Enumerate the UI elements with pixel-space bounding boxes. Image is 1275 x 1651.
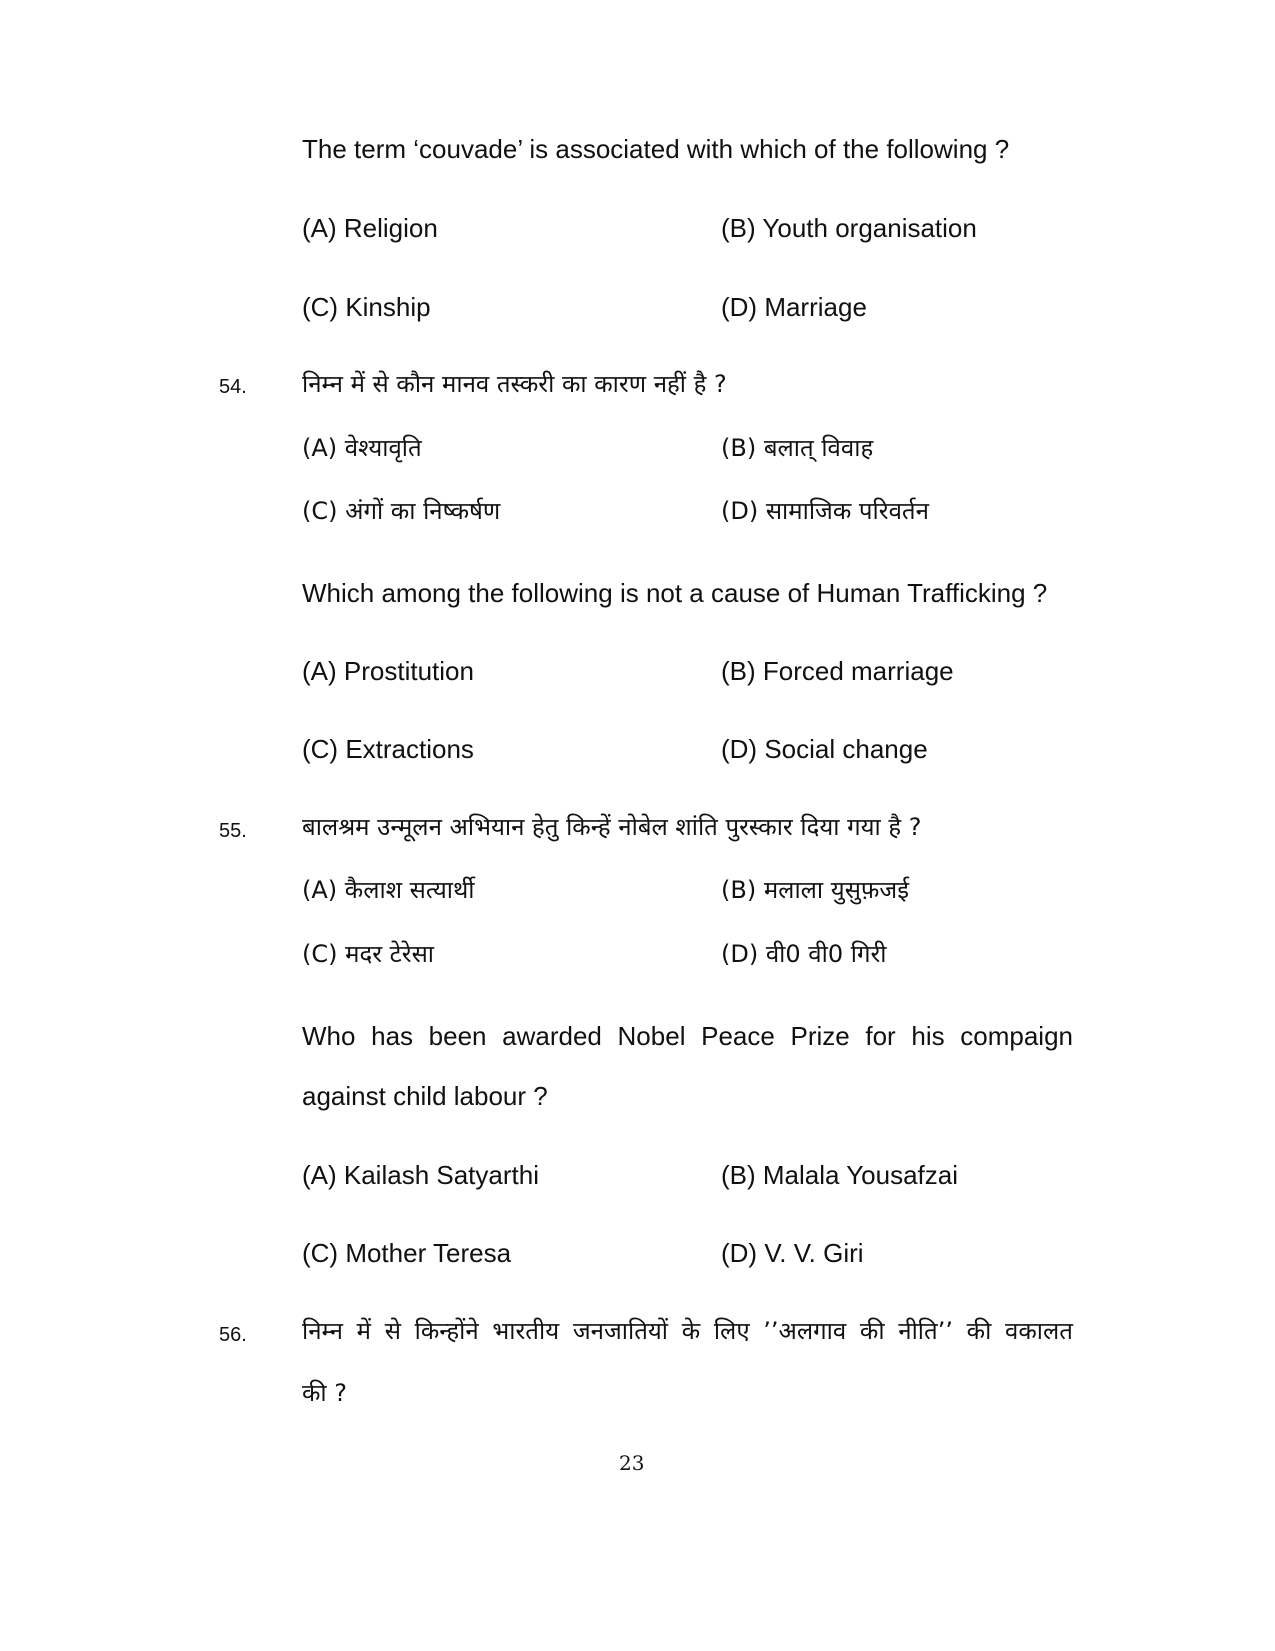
q55-hindi-option-b: (B) मलाला युसुफ़जई [721,876,910,904]
q53-option-b: (B) Youth organisation [721,213,977,243]
word: Peace [701,1021,775,1051]
question-55-hindi: बालश्रम उन्मूलन अभियान हेतु किन्हें नोबेल शांति पुरस्कार दिया गया है ? [302,813,922,841]
q54-hindi-option-b: (B) बलात् विवाह [721,434,874,462]
word: की [859,1317,885,1345]
question-53-english: The term ‘couvade’ is associated with which of the following ? [302,134,1010,164]
word: Prize [790,1021,850,1051]
word: वकालत [1005,1317,1073,1345]
word: के [681,1317,701,1345]
q55-hindi-option-c: (C) मदर टेरेसा [302,940,435,968]
question-56-number: 56. [219,1324,247,1346]
word: Who [302,1021,356,1051]
q55-option-a: (A) Kailash Satyarthi [302,1160,539,1190]
question-55-english-line2: against child labour ? [302,1081,548,1111]
word: has [371,1021,414,1051]
word: भारतीय [492,1317,560,1345]
word: लिए [713,1317,750,1345]
q53-option-d: (D) Marriage [721,292,867,322]
question-56-hindi-line2: की ? [302,1379,348,1407]
word: his [911,1021,945,1051]
q54-option-a: (A) Prostitution [302,656,474,686]
word: में [356,1317,371,1345]
question-54-hindi: निम्न में से कौन मानव तस्करी का कारण नहीं है ? [302,370,727,398]
word: ’’अलगाव [763,1317,847,1345]
question-54-english: Which among the following is not a cause of Human Trafficking ? [302,578,1048,608]
q55-hindi-option-a: (A) कैलाश सत्यार्थी [302,876,475,904]
word: awarded [502,1021,602,1051]
word: जनजातियों [572,1317,669,1345]
word: compaign [960,1021,1073,1051]
word: निम्न [302,1317,343,1345]
q54-hindi-option-a: (A) वेश्यावृति [302,434,422,462]
q55-option-d: (D) V. V. Giri [721,1238,864,1268]
word: been [428,1021,487,1051]
page-number: 23 [619,1451,645,1475]
question-56-hindi-line1 [302,1319,1073,1343]
word: किन्होंने [414,1317,479,1345]
word: से [384,1317,401,1345]
word: Nobel [617,1021,686,1051]
q55-option-c: (C) Mother Teresa [302,1238,512,1268]
question-55-english-line1 [302,1023,1073,1049]
q55-option-b: (B) Malala Yousafzai [721,1160,959,1190]
q53-option-c: (C) Kinship [302,292,431,322]
word: नीति’’ [898,1317,953,1345]
q54-hindi-option-c: (C) अंगों का निष्कर्षण [302,497,501,525]
word: for [865,1021,896,1051]
q55-hindi-option-d: (D) वी0 वी0 गिरी [721,940,887,968]
word: की [966,1317,992,1345]
question-54-number: 54. [219,376,247,398]
q54-option-d: (D) Social change [721,734,928,764]
q54-option-c: (C) Extractions [302,734,474,764]
question-55-number: 55. [219,820,247,842]
q53-option-a: (A) Religion [302,213,438,243]
q54-hindi-option-d: (D) सामाजिक परिवर्तन [721,497,929,525]
q54-option-b: (B) Forced marriage [721,656,954,686]
